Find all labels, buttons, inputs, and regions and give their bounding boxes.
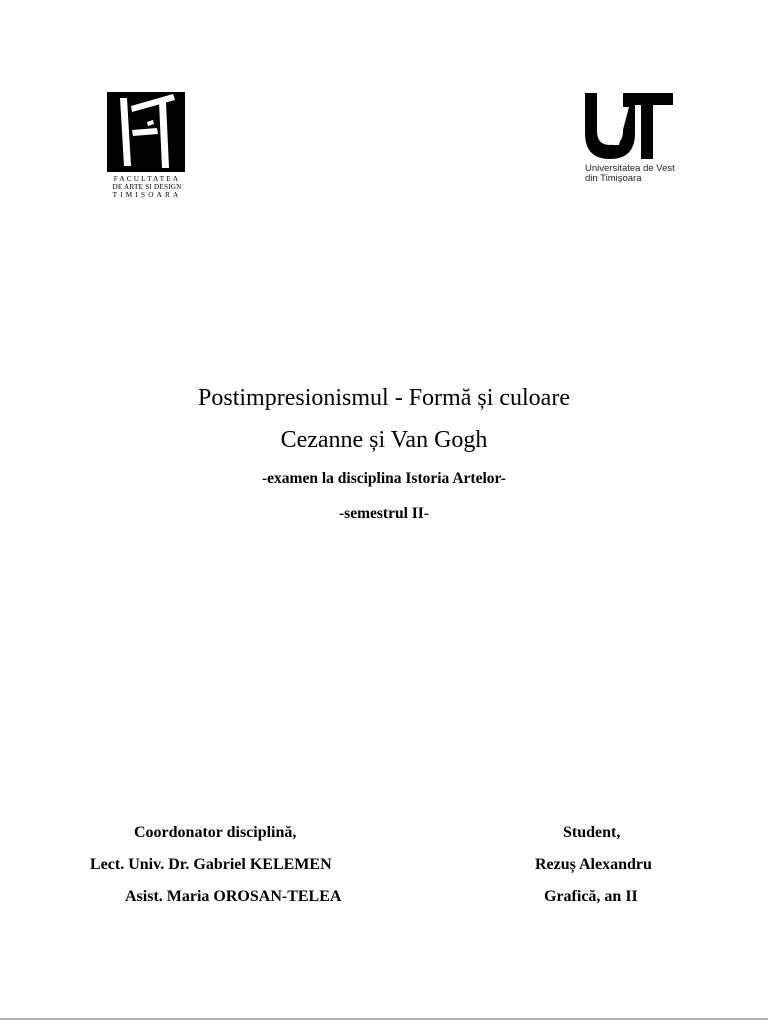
faculty-emblem-icon xyxy=(107,92,185,172)
university-logo-text xyxy=(585,164,675,184)
page-bottom-border xyxy=(0,1018,768,1020)
student-program: Grafică, an II xyxy=(544,888,638,905)
university-logo-line1: Universitatea de Vest xyxy=(585,163,675,174)
faculty-logo-text xyxy=(107,175,187,199)
student-name: Rezuș Alexandru xyxy=(535,856,652,873)
faculty-logo-mark xyxy=(107,92,185,172)
faculty-logo-line3: TIMIȘOARA xyxy=(112,191,182,199)
semester-line: -semestrul II- xyxy=(339,505,429,522)
document-subtitle: Cezanne și Van Gogh xyxy=(280,427,488,453)
university-logo xyxy=(583,93,678,189)
document-title: Postimpresionismul - Formă și culoare xyxy=(198,385,570,411)
university-emblem-icon xyxy=(583,93,675,161)
faculty-logo xyxy=(107,92,187,204)
university-logo-line2: din Timișoara xyxy=(585,173,642,184)
faculty-logo-line1: FACULTATEA xyxy=(113,175,181,183)
faculty-logo-line2: DE ARTE ȘI DESIGN xyxy=(112,183,182,191)
coordinator-name-1: Lect. Univ. Dr. Gabriel KELEMEN xyxy=(90,856,332,873)
coordinator-heading: Coordonator disciplină, xyxy=(134,824,297,841)
student-heading: Student, xyxy=(563,824,621,841)
exam-line: -examen la disciplina Istoria Artelor- xyxy=(262,470,506,487)
coordinator-name-2: Asist. Maria OROSAN-TELEA xyxy=(125,888,342,905)
